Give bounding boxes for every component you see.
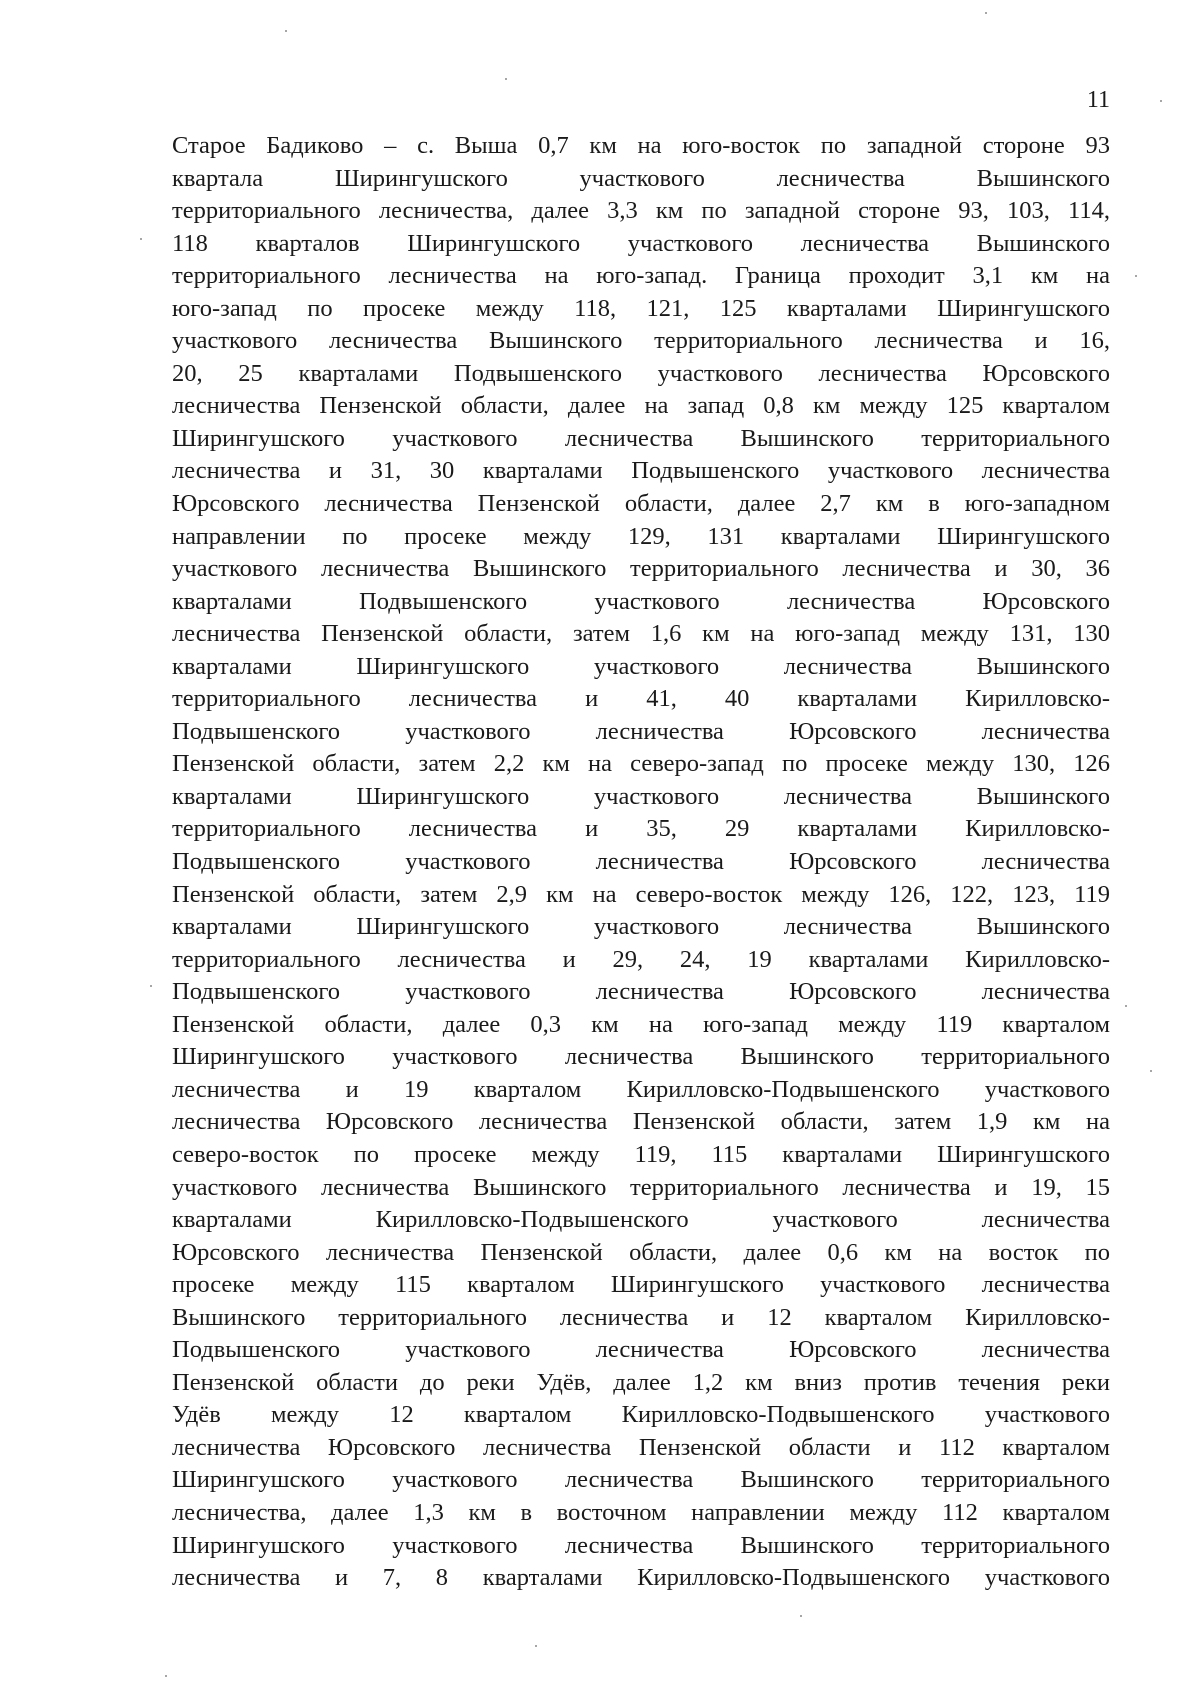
text-line: кварталами Подвышенского участкового лесничества Юрсовского xyxy=(172,587,1110,615)
text-line: квартала Ширингушского участкового лесничества Вышинского xyxy=(172,164,1110,192)
text-line: Пензенской области, затем 2,9 км на северо-восток между 126, 122, 123, 119 xyxy=(172,880,1110,908)
text-line: лесничества, далее 1,3 км в восточном направлении между 112 кварталом xyxy=(172,1498,1110,1526)
text-line: Юрсовского лесничества Пензенской области, далее 0,6 км на восток по xyxy=(172,1238,1110,1266)
text-line: лесничества и 31, 30 кварталами Подвышенского участкового лесничества xyxy=(172,457,1110,485)
scan-speck xyxy=(1135,275,1137,277)
scan-speck xyxy=(505,78,507,80)
text-line: лесничества и 7, 8 кварталами Кирилловско-Подвышенского участкового xyxy=(172,1564,1110,1592)
text-line: Подвышенского участкового лесничества Юрсовского лесничества xyxy=(172,848,1110,876)
body-text xyxy=(172,130,1110,1595)
text-line: северо-восток по просеке между 119, 115 кварталами Ширингушского xyxy=(172,1140,1110,1168)
text-line: лесничества Юрсовского лесничества Пензенской области, затем 1,9 км на xyxy=(172,1108,1110,1136)
text-line: Старое Бадиково – с. Выша 0,7 км на юго-восток по западной стороне 93 xyxy=(172,132,1110,159)
text-line: кварталами Кирилловско-Подвышенского участкового лесничества xyxy=(172,1206,1110,1234)
text-line: 20, 25 кварталами Подвышенского участкового лесничества Юрсовского xyxy=(172,359,1110,387)
text-line: лесничества Пензенской области, далее на запад 0,8 км между 125 кварталом xyxy=(172,392,1110,420)
text-line: Подвышенского участкового лесничества Юрсовского лесничества xyxy=(172,717,1110,745)
text-line: лесничества Юрсовского лесничества Пензенской области и 112 кварталом xyxy=(172,1433,1110,1461)
text-line: кварталами Ширингушского участкового лесничества Вышинского xyxy=(172,913,1110,941)
text-line: юго-запад по просеке между 118, 121, 125 кварталами Ширингушского xyxy=(172,294,1110,322)
text-line: лесничества и 19 кварталом Кирилловско-Подвышенского участкового xyxy=(172,1075,1110,1103)
scan-speck xyxy=(1160,100,1162,102)
text-line: территориального лесничества и 41, 40 кварталами Кирилловско- xyxy=(172,685,1110,713)
text-line: участкового лесничества Вышинского территориального лесничества и 16, xyxy=(172,327,1110,355)
text-line: кварталами Ширингушского участкового лесничества Вышинского xyxy=(172,782,1110,810)
text-line: территориального лесничества и 29, 24, 19 кварталами Кирилловско- xyxy=(172,945,1110,973)
text-line: Пензенской области, далее 0,3 км на юго-запад между 119 кварталом xyxy=(172,1010,1110,1038)
scan-speck xyxy=(1125,1005,1127,1007)
text-line: территориального лесничества, далее 3,3 км по западной стороне 93, 103, 114, xyxy=(172,197,1110,225)
text-line: направлении по просеке между 129, 131 кварталами Ширингушского xyxy=(172,522,1110,550)
scan-speck xyxy=(800,1615,802,1617)
text-line: Ширингушского участкового лесничества Вышинского территориального xyxy=(172,1466,1110,1494)
scan-speck xyxy=(985,12,987,14)
text-line: лесничества Пензенской области, затем 1,6 км на юго-запад между 131, 130 xyxy=(172,620,1110,648)
text-line: 118 кварталов Ширингушского участкового лесничества Вышинского xyxy=(172,229,1110,257)
scan-speck xyxy=(150,985,152,987)
text-line: Пензенской области до реки Удёв, далее 1,2 км вниз против течения реки xyxy=(172,1368,1110,1396)
text-line: Ширингушского участкового лесничества Вышинского территориального xyxy=(172,1531,1110,1559)
text-line: участкового лесничества Вышинского территориального лесничества и 19, 15 xyxy=(172,1173,1110,1201)
text-line: Подвышенского участкового лесничества Юрсовского лесничества xyxy=(172,1336,1110,1364)
text-line: кварталами Ширингушского участкового лесничества Вышинского xyxy=(172,652,1110,680)
text-line: Юрсовского лесничества Пензенской области, далее 2,7 км в юго-западном xyxy=(172,490,1110,518)
text-line: Пензенской области, затем 2,2 км на северо-запад по просеке между 130, 126 xyxy=(172,750,1110,778)
text-line: Подвышенского участкового лесничества Юрсовского лесничества xyxy=(172,978,1110,1006)
text-line: Ширингушского участкового лесничества Вышинского территориального xyxy=(172,424,1110,452)
text-line: Вышинского территориального лесничества и 12 кварталом Кирилловско- xyxy=(172,1303,1110,1331)
scan-speck xyxy=(140,238,142,240)
text-line: Удёв между 12 кварталом Кирилловско-Подвышенского участкового xyxy=(172,1401,1110,1429)
scan-speck xyxy=(535,1645,537,1647)
text-line: участкового лесничества Вышинского территориального лесничества и 30, 36 xyxy=(172,555,1110,583)
text-line: Ширингушского участкового лесничества Вышинского территориального xyxy=(172,1043,1110,1071)
scan-speck xyxy=(285,30,287,32)
text-line: просеке между 115 кварталом Ширингушского участкового лесничества xyxy=(172,1271,1110,1299)
page-number: 11 xyxy=(1086,87,1110,113)
scan-speck xyxy=(1150,1070,1152,1072)
text-line: территориального лесничества и 35, 29 кварталами Кирилловско- xyxy=(172,815,1110,843)
text-line: территориального лесничества на юго-запад. Граница проходит 3,1 км на xyxy=(172,262,1110,290)
scan-speck xyxy=(165,1675,167,1677)
